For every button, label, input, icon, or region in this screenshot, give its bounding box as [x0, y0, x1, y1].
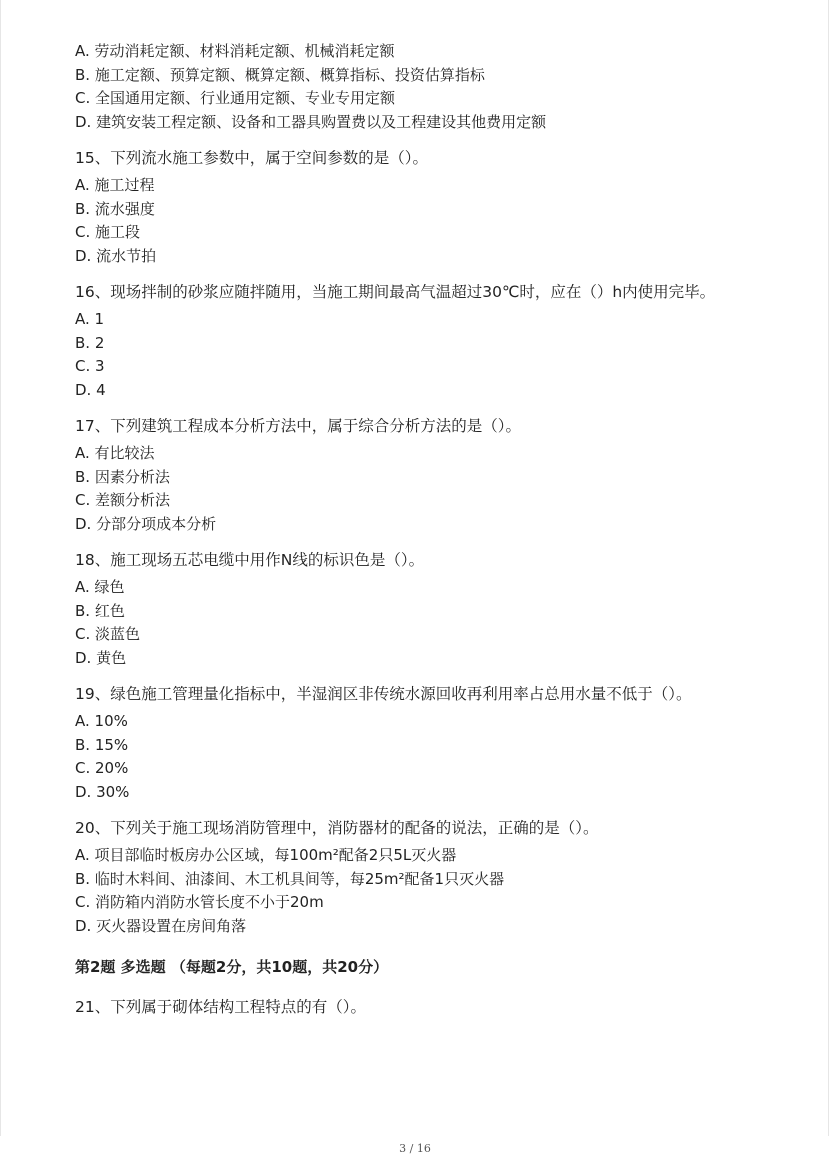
option-a: A. 1: [75, 310, 105, 328]
option-d: D. 分部分项成本分析: [75, 514, 217, 533]
question-text: 17、下列建筑工程成本分析方法中，属于综合分析方法的是（）。: [75, 417, 521, 435]
option-d: D. 建筑安装工程定额、设备和工器具购置费以及工程建设其他费用定额: [75, 112, 547, 131]
option-c: C. 全国通用定额、行业通用定额、专业专用定额: [75, 89, 396, 107]
option-a: A. 施工过程: [75, 176, 155, 194]
previous-question-options: [75, 40, 765, 134]
question-18: [75, 549, 765, 670]
option-b: B. 临时木料间、油漆间、木工机具间等，每25m²配备1只灭火器: [75, 869, 505, 888]
question-21-text: 21、下列属于砌体结构工程特点的有（）。: [75, 997, 366, 1016]
option-a: A. 绿色: [75, 578, 125, 596]
question-text: 18、施工现场五芯电缆中用作N线的标识色是（）。: [75, 551, 425, 569]
option-a: A. 劳动消耗定额、材料消耗定额、机械消耗定额: [75, 42, 395, 60]
option-a: A. 项目部临时板房办公区域，每100m²配备2只5L灭火器: [75, 846, 457, 864]
question-20: [75, 817, 765, 938]
question-16: [75, 281, 765, 402]
question-19: [75, 683, 765, 804]
section-heading: 第2题 多选题 （每题2分，共10题，共20分）: [75, 958, 389, 976]
option-d: D. 30%: [75, 782, 130, 801]
option-a: A. 有比较法: [75, 444, 155, 462]
option-d: D. 灭火器设置在房间角落: [75, 916, 247, 935]
option-c: C. 施工段: [75, 223, 141, 241]
option-c: C. 3: [75, 357, 105, 375]
option-b: B. 15%: [75, 735, 129, 754]
option-b: B. 因素分析法: [75, 467, 170, 486]
document-body: [75, 40, 765, 1023]
page-number: 3 / 16: [399, 1142, 431, 1155]
option-b: B. 2: [75, 333, 105, 352]
option-c: C. 差额分析法: [75, 491, 171, 509]
option-b: B. 施工定额、预算定额、概算定额、概算指标、投资估算指标: [75, 65, 485, 84]
question-17: [75, 415, 765, 536]
question-text: 15、下列流水施工参数中，属于空间参数的是（）。: [75, 149, 428, 167]
option-a: A. 10%: [75, 712, 128, 730]
option-d: D. 流水节拍: [75, 246, 157, 265]
question-text: 16、现场拌制的砂浆应随拌随用，当施工期间最高气温超过30℃时，应在（）h内使用完毕。: [75, 283, 716, 301]
question-text: 20、下列关于施工现场消防管理中，消防器材的配备的说法，正确的是（）。: [75, 819, 599, 837]
option-d: D. 4: [75, 380, 106, 399]
option-c: C. 20%: [75, 759, 129, 777]
option-c: C. 淡蓝色: [75, 625, 141, 643]
option-d: D. 黄色: [75, 648, 127, 667]
option-b: B. 流水强度: [75, 199, 155, 218]
option-b: B. 红色: [75, 601, 125, 620]
question-text: 19、绿色施工管理量化指标中，半湿润区非传统水源回收再利用率占总用水量不低于（）。: [75, 685, 692, 703]
option-c: C. 消防箱内消防水管长度不小于20m: [75, 893, 324, 911]
question-15: [75, 147, 765, 268]
